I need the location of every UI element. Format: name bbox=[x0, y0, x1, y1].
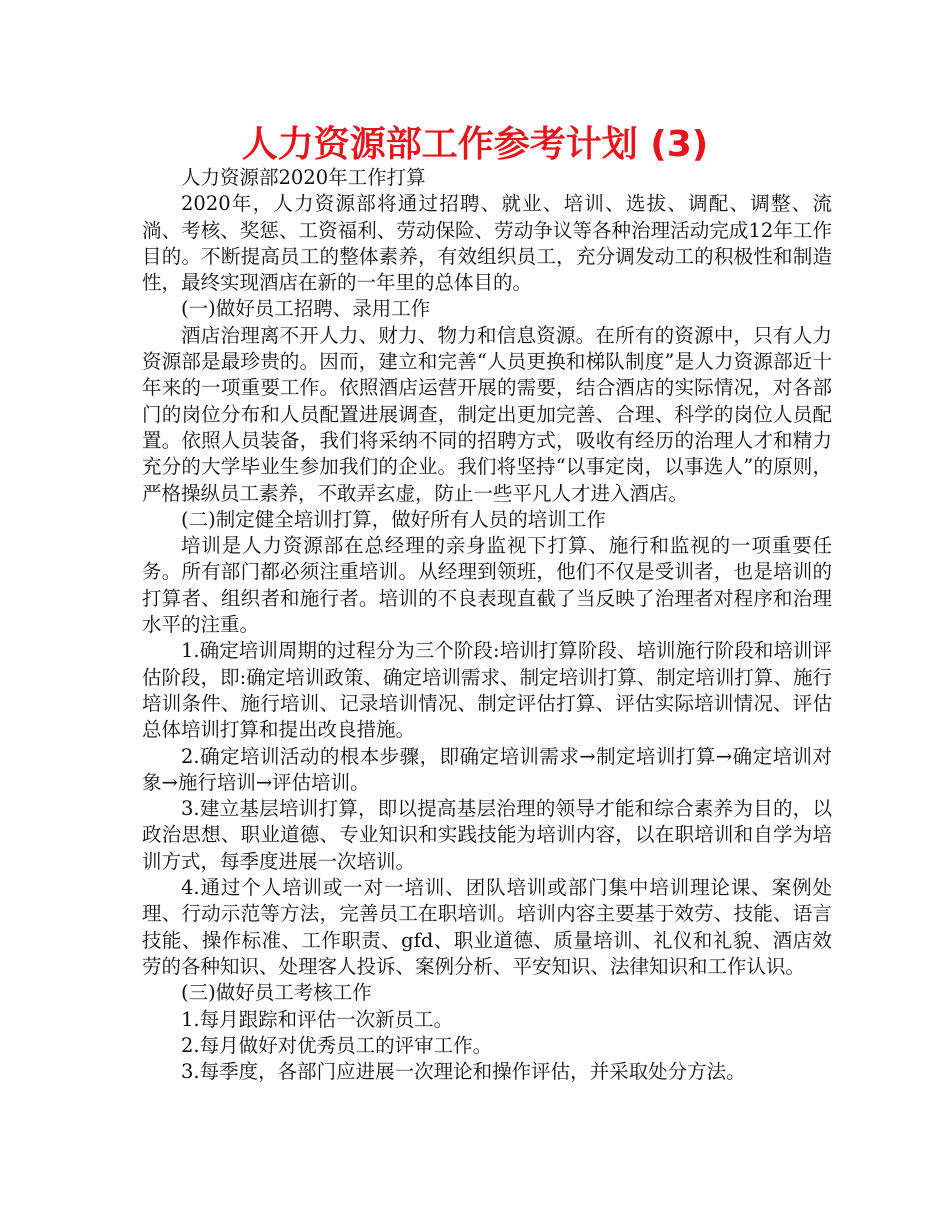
paragraph-training: 培训是人力资源部在总经理的亲身监视下打算、施行和监视的一项重要任务。所有部门都必须注重培训。从经理到领班，他们不仅是受训者，也是培训的打算者、组织者和施行者。培训的不良表现直截了当反映了治理者对程序和治理水平的注重。 bbox=[142, 534, 832, 637]
list-item-training-1: 1.确定培训周期的过程分为三个阶段:培训打算阶段、培训施行阶段和培训评估阶段，即:确定培训政策、确定培训需求、制定培训打算、制定培训打算、施行培训条件、施行培训、记录培训情况、制定评估打算、评估实际培训情况、评估总体培训打算和提出改良措施。 bbox=[142, 639, 832, 742]
paragraph-plan-heading: 人力资源部2020年工作打算 bbox=[181, 166, 426, 189]
list-item-training-2: 2.确定培训活动的根本步骤，即确定培训需求→制定培训打算→确定培训对象→施行培训→评估培训。 bbox=[142, 744, 832, 794]
list-item-training-3: 3.建立基层培训打算，即以提高基层治理的领导才能和综合素养为目的，以政治思想、职业道德、专业知识和实践技能为培训内容，以在职培训和自学为培训方式，每季度进展一次培训。 bbox=[142, 797, 832, 873]
list-item-assessment-2: 2.每月做好对优秀员工的评审工作。 bbox=[181, 1033, 493, 1057]
document-body bbox=[142, 165, 832, 1085]
list-item-assessment-3: 3.每季度，各部门应进展一次理论和操作评估，并采取处分方法。 bbox=[181, 1060, 746, 1084]
document-title: 人力资源部工作参考计划 (3) bbox=[241, 124, 709, 165]
paragraph-intro: 2020年，人力资源部将通过招聘、就业、培训、选拔、调配、调整、流淌、考核、奖惩、工资福利、劳动保险、劳动争议等各种治理活动完成12年工作目的。不断提高员工的整体素养，有效组织员工，充分调发动工的积极性和制造性，最终实现酒店在新的一年里的总体目的。 bbox=[142, 192, 832, 295]
list-item-training-4: 4.通过个人培训或一对一培训、团队培训或部门集中培训理论课、案例处理、行动示范等方法，完善员工在职培训。培训内容主要基于效劳、技能、语言技能、操作标准、工作职责、gfd、职业道德、质量培训、礼仪和礼貌、酒店效劳的各种知识、处理客人投诉、案例分析、平安知识、法律知识和工作认识。 bbox=[142, 876, 832, 978]
list-item-assessment-1: 1.每月跟踪和评估一次新员工。 bbox=[181, 1007, 454, 1031]
paragraph-recruitment: 酒店治理离不开人力、财力、物力和信息资源。在所有的资源中，只有人力资源部是最珍贵的。因而，建立和完善“人员更换和梯队制度”是人力资源部近十年来的一项重要工作。依照酒店运营开展的需要，结合酒店的实际情况，对各部门的岗位分布和人员配置进展调查，制定出更加完善、合理、科学的岗位人员配置。依照人员装备，我们将采纳不同的招聘方式，吸收有经历的治理人才和精力充分的大学毕业生参加我们的企业。我们将坚持“以事定岗，以事选人”的原则，严格操纵员工素养，不敢弄玄虚，防止一些平凡人才进入酒店。 bbox=[142, 323, 832, 505]
section-heading-training: (二)制定健全培训打算，做好所有人员的培训工作 bbox=[181, 507, 606, 531]
section-heading-assessment: (三)做好员工考核工作 bbox=[181, 981, 372, 1005]
section-heading-recruitment: (一)做好员工招聘、录用工作 bbox=[181, 297, 431, 321]
